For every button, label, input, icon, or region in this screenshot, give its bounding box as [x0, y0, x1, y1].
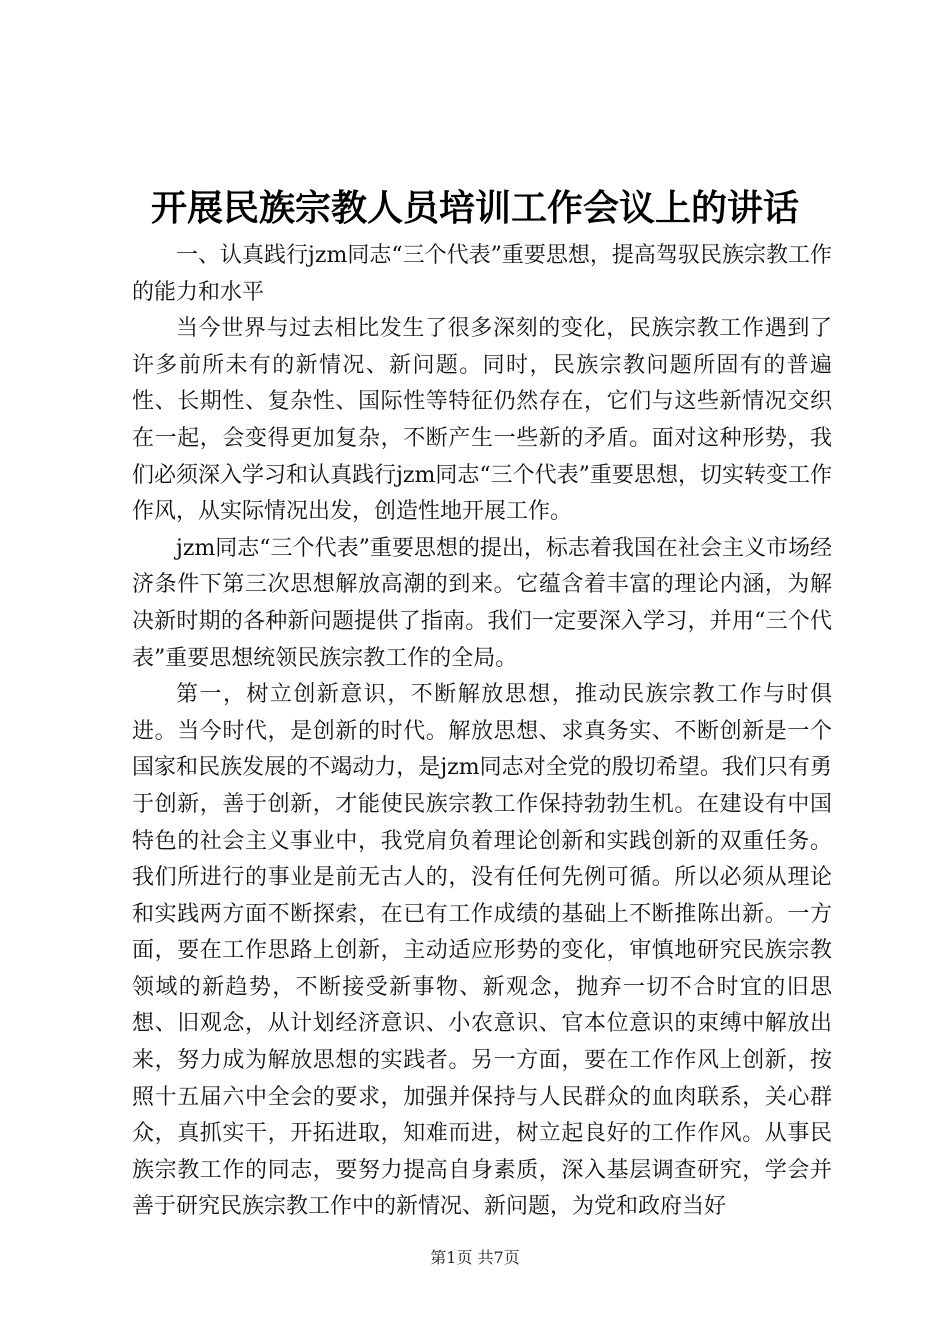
- document-title: 开展民族宗教人员培训工作会议上的讲话: [150, 187, 799, 229]
- document-body: [132, 238, 832, 1226]
- paragraph-3: jzm同志“三个代表”重要思想的提出，标志着我国在社会主义市场经济条件下第三次思想解放高潮的到来。它蕴含着丰富的理论内涵，为解决新时期的各种新问题提供了指南。我们一定要深入学习，并用“三个代表”重要思想统领民族宗教工作的全局。: [132, 535, 832, 671]
- paragraph-4: 第一，树立创新意识，不断解放思想，推动民族宗教工作与时俱进。当今时代，是创新的时代。解放思想、求真务实、不断创新是一个国家和民族发展的不竭动力，是jzm同志对全党的殷切希望。我们只有勇于创新，善于创新，才能使民族宗教工作保持勃勃生机。在建设有中国特色的社会主义事业中，我党肩负着理论创新和实践创新的双重任务。我们所进行的事业是前无古人的，没有任何先例可循。所以必须从理论和实践两方面不断探索，在已有工作成绩的基础上不断推陈出新。一方面，要在工作思路上创新，主动适应形势的变化，审慎地研究民族宗教领域的新趋势，不断接受新事物、新观念，抛弃一切不合时宜的旧思想、旧观念，从计划经济意识、小农意识、官本位意识的束缚中解放出来，努力成为解放思想的实践者。另一方面，要在工作作风上创新，按照十五届六中全会的要求，加强并保持与人民群众的血肉联系，关心群众，真抓实干，开拓进取，知难而进，树立起良好的工作作风。从事民族宗教工作的同志，要努力提高自身素质，深入基层调查研究，学会并善于研究民族宗教工作中的新情况、新问题，为党和政府当好: [132, 682, 832, 1220]
- paragraph-heading-1: 一、认真践行jzm同志“三个代表”重要思想，提高驾驭民族宗教工作的能力和水平: [132, 243, 832, 305]
- paragraph-2: 当今世界与过去相比发生了很多深刻的变化，民族宗教工作遇到了许多前所未有的新情况、新问题。同时，民族宗教问题所固有的普遍性、长期性、复杂性、国际性等特征仍然存在，它们与这些新情况交织在一起，会变得更加复杂，不断产生一些新的矛盾。面对这种形势，我们必须深入学习和认真践行jzm同志“三个代表”重要思想，切实转变工作作风，从实际情况出发，创造性地开展工作。: [132, 316, 832, 525]
- page-number-footer: 第1页 共7页: [430, 1248, 520, 1267]
